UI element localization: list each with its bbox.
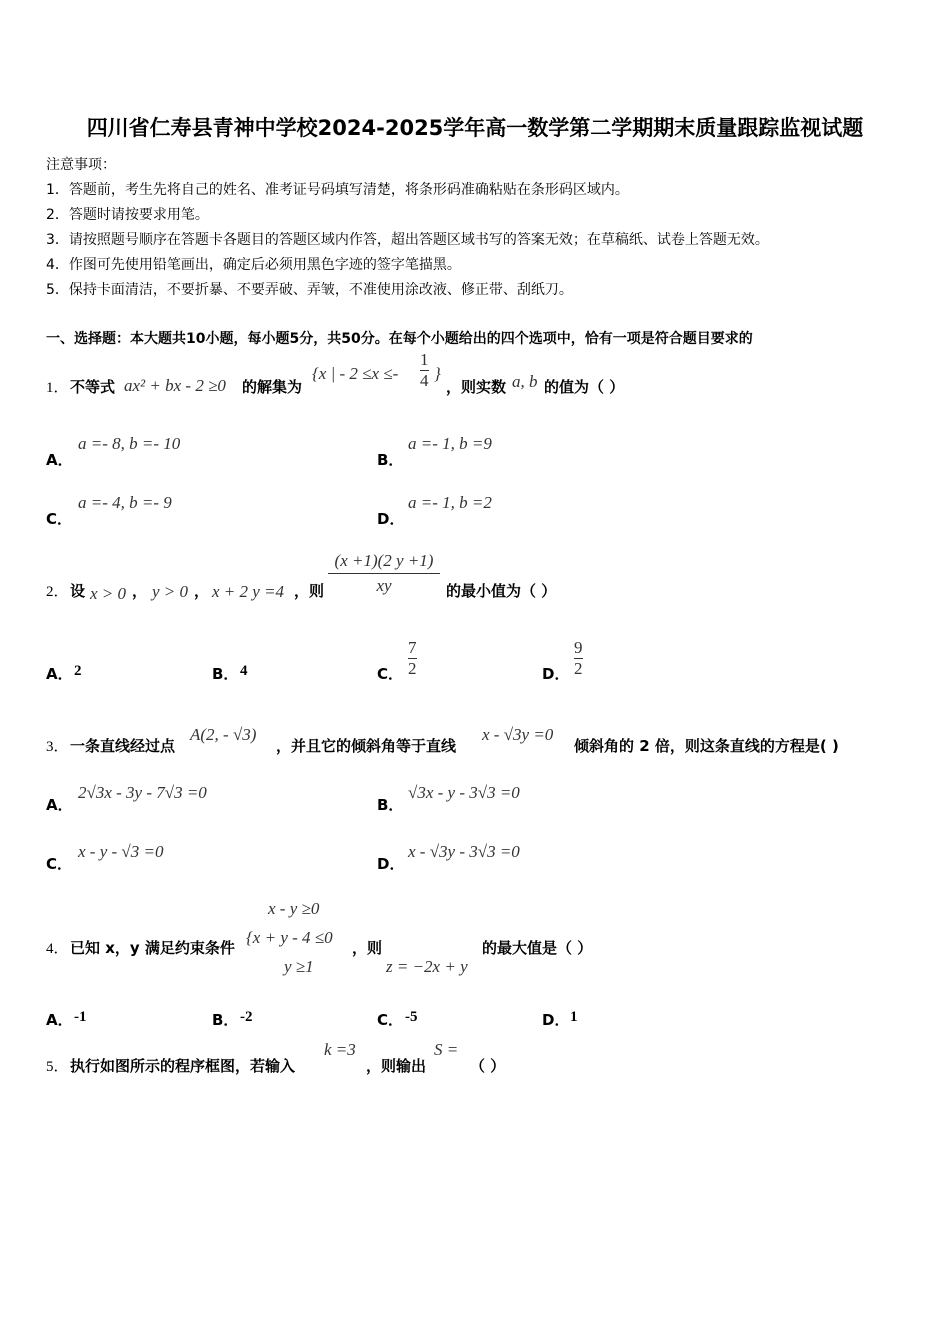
- math-variables: a, b: [512, 372, 538, 391]
- option-d-value: a =- 1, b =2: [408, 493, 492, 512]
- math-condition: x > 0: [90, 584, 127, 603]
- constraint-1: x - y ≥0: [268, 899, 320, 918]
- option-a-value: 2√3x - 3y - 7√3 =0: [78, 783, 207, 802]
- math-condition: x + 2 y =4: [212, 582, 285, 601]
- question-text: ，则: [294, 582, 325, 600]
- page-title: 四川省仁寿县青神中学校2024-2025学年高一数学第二学期期末质量跟踪监视试题: [86, 116, 864, 140]
- option-a-label: A．: [46, 1011, 73, 1029]
- note-item: 2．答题时请按要求用笔。: [46, 207, 209, 223]
- question-text: ，则: [352, 939, 383, 957]
- math-point: A(2, - √3): [190, 725, 257, 744]
- question-text: 已知 x，y 满足约束条件: [70, 939, 235, 957]
- option-c-value: -5: [405, 1009, 418, 1025]
- option-c-fraction: [408, 638, 417, 679]
- option-c-value: a =- 4, b =- 9: [78, 493, 172, 512]
- option-d-label: D．: [377, 855, 405, 873]
- math-inequality: ax² + bx - 2 ≥0: [124, 376, 226, 395]
- note-item: 5．保持卡面清洁，不要折暴、不要弄破、弄皱，不准使用涂改液、修正带、刮纸刀。: [46, 282, 573, 298]
- option-d-value: x - √3y - 3√3 =0: [408, 842, 520, 861]
- question-number: 5．: [46, 1059, 69, 1075]
- option-a-label: A．: [46, 451, 73, 469]
- note-item: 1．答题前，考生先将自己的姓名、准考证号码填写清楚，将条形码准确粘贴在条形码区域内。: [46, 182, 629, 198]
- option-b-label: B．: [377, 451, 404, 469]
- section-header: 一、选择题：本大题共10小题，每小题5分，共50分。在每个小题给出的四个选项中，恰有一项是符合题目要求的: [46, 331, 753, 347]
- option-b-label: B．: [212, 665, 239, 683]
- option-c-label: C．: [377, 665, 404, 683]
- math-condition: y > 0: [152, 582, 189, 601]
- option-b-value: a =- 1, b =9: [408, 434, 492, 453]
- option-b-value: √3x - y - 3√3 =0: [408, 783, 520, 802]
- question-text: 不等式: [70, 378, 116, 396]
- constraint-3: y ≥1: [284, 957, 314, 976]
- fraction-numerator: 7: [408, 638, 417, 657]
- option-a-label: A．: [46, 796, 73, 814]
- fraction-denominator: xy: [376, 576, 392, 595]
- fraction-denominator: 2: [574, 659, 583, 678]
- option-a-value: 2: [74, 663, 82, 679]
- option-c-label: C．: [377, 1011, 404, 1029]
- option-c-label: C．: [46, 855, 73, 873]
- question-text: 一条直线经过点: [70, 737, 176, 755]
- fraction-numerator: 1: [420, 350, 429, 369]
- separator: ，: [194, 582, 210, 600]
- question-text: ，则输出: [366, 1057, 427, 1075]
- constraint-2: {x + y - 4 ≤0: [246, 928, 333, 947]
- question-text: 设: [70, 582, 86, 600]
- question-text: ，并且它的倾斜角等于直线: [276, 737, 457, 755]
- question-text: 的最大值是（ ）: [482, 939, 593, 957]
- fraction-denominator: 2: [408, 659, 417, 678]
- math-output: S =: [434, 1040, 459, 1059]
- option-a-value: a =- 8, b =- 10: [78, 434, 181, 453]
- math-line: x - √3y =0: [482, 725, 554, 744]
- option-d-value: 1: [570, 1009, 578, 1025]
- option-d-fraction: [574, 638, 583, 679]
- question-text: 倾斜角的 2 倍，则这条直线的方程是( ): [574, 737, 839, 755]
- math-fraction: [420, 350, 429, 391]
- question-text: ，则实数: [446, 378, 507, 396]
- math-brace: }: [434, 364, 441, 383]
- question-number: 3．: [46, 739, 69, 755]
- fraction-bar: [328, 573, 440, 574]
- option-a-label: A．: [46, 665, 73, 683]
- question-number: 2．: [46, 584, 69, 600]
- option-d-label: D．: [542, 1011, 570, 1029]
- note-item: 4．作图可先使用铅笔画出，确定后必须用黑色字迹的签字笔描黑。: [46, 257, 461, 273]
- option-a-value: -1: [74, 1009, 87, 1025]
- math-solution-set: {x | - 2 ≤x ≤-: [312, 364, 399, 383]
- option-d-label: D．: [377, 510, 405, 528]
- question-number: 1．: [46, 380, 69, 396]
- question-text: 的最小值为（ ）: [446, 582, 557, 600]
- option-b-value: 4: [240, 663, 248, 679]
- math-input: k =3: [324, 1040, 356, 1059]
- objective-function: z = −2x + y: [386, 957, 468, 976]
- question-text: 的解集为: [242, 378, 303, 396]
- question-number: 4．: [46, 941, 69, 957]
- fraction-numerator: 9: [574, 638, 583, 657]
- separator: ，: [132, 582, 148, 600]
- math-fraction: [328, 551, 440, 596]
- question-text: 执行如图所示的程序框图，若输入: [70, 1057, 296, 1075]
- option-b-label: B．: [377, 796, 404, 814]
- option-b-value: -2: [240, 1009, 253, 1025]
- option-c-value: x - y - √3 =0: [78, 842, 164, 861]
- option-c-label: C．: [46, 510, 73, 528]
- notes-heading: 注意事项：: [46, 157, 116, 173]
- question-text: 的值为（ ）: [544, 378, 625, 396]
- fraction-denominator: 4: [420, 371, 429, 390]
- note-item: 3．请按照题号顺序在答题卡各题目的答题区域内作答，超出答题区域书写的答案无效；在草稿纸、试卷上答题无效。: [46, 232, 769, 248]
- option-d-label: D．: [542, 665, 570, 683]
- fraction-numerator: (x +1)(2 y +1): [334, 551, 434, 570]
- option-b-label: B．: [212, 1011, 239, 1029]
- question-text: （ ）: [470, 1057, 506, 1075]
